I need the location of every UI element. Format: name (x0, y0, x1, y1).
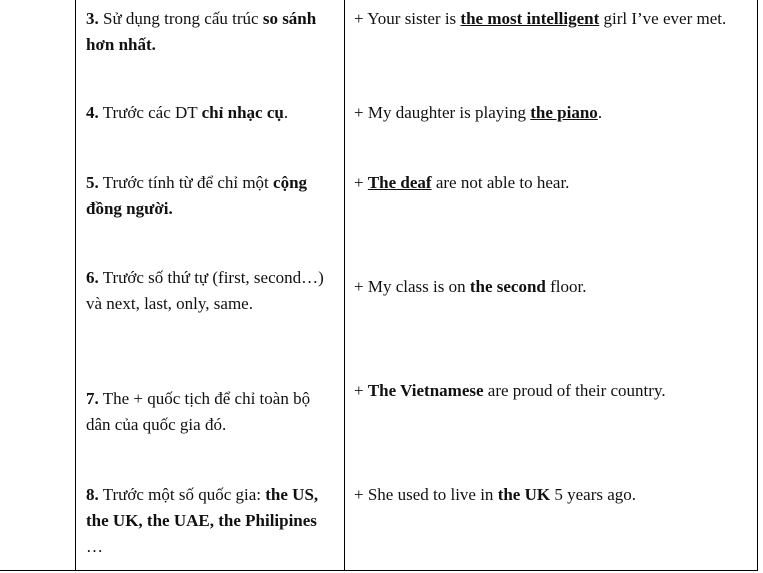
rule-text-run: so sánh hơn nhất. (86, 9, 317, 54)
rule-text-run: . (283, 103, 289, 122)
rule-text-run: Sử dụng trong cấu trúc (98, 9, 263, 28)
example-text-run: The deaf (367, 173, 432, 192)
example-text-run: are not able to hear. (431, 173, 570, 192)
example-cell (354, 378, 752, 404)
rule-text-run: 3. (86, 9, 99, 28)
rule-text-run: 4. (86, 103, 99, 122)
example-cell (354, 482, 752, 508)
example-text-run: + (354, 173, 368, 192)
rule-cell (86, 482, 326, 560)
rule-text-run: Trước một số quốc gia: (98, 485, 266, 504)
example-text-run: are proud of their country. (483, 381, 666, 400)
rule-text-run: 5. (86, 173, 99, 192)
rule-text-run: … (86, 537, 103, 556)
column-divider-middle (344, 0, 345, 571)
example-cell (354, 100, 752, 126)
column-divider-left (75, 0, 76, 571)
rule-cell (86, 100, 336, 126)
example-text-run: + My daughter is playing (354, 103, 531, 122)
rule-text-run: The + quốc tịch để chỉ toàn bộ dân của quốc gia đó. (86, 389, 311, 434)
example-cell (354, 274, 752, 300)
example-cell (354, 170, 752, 196)
rule-cell (86, 386, 326, 438)
rule-text-run: cộng đồng người. (86, 173, 308, 218)
rule-cell (86, 170, 318, 222)
row-bottom-border (0, 570, 758, 571)
rule-text-run: chỉ nhạc cụ (201, 103, 284, 122)
example-text-run: + Your sister is (354, 9, 461, 28)
example-text-run: floor. (545, 277, 587, 296)
column-divider-right (757, 0, 758, 571)
rule-cell (86, 6, 336, 58)
example-cell (354, 6, 752, 32)
example-text-run: + My class is on (354, 277, 470, 296)
example-text-run: . (597, 103, 603, 122)
rule-text-run: Trước các DT (98, 103, 202, 122)
example-text-run: The Vietnamese (367, 381, 484, 400)
rule-cell (86, 265, 326, 317)
rule-text-run: 6. (86, 268, 99, 287)
example-text-run: + (354, 381, 368, 400)
example-text-run: the piano (530, 103, 598, 122)
example-text-run: + She used to live in (354, 485, 498, 504)
rule-text-run: Trước tính từ để chỉ một (98, 173, 274, 192)
example-text-run: the most intelligent (460, 9, 600, 28)
rule-text-run: Trước số thứ tự (first, second…) và next, last, only, same. (86, 268, 324, 313)
example-text-run: 5 years ago. (550, 485, 637, 504)
example-text-run: girl I’ve ever met. (599, 9, 727, 28)
rule-text-run: 7. (86, 389, 99, 408)
example-text-run: the UK (497, 485, 551, 504)
rule-text-run: the US, the UK, the UAE, the Philipines (86, 485, 319, 530)
rule-text-run: 8. (86, 485, 99, 504)
example-text-run: the second (469, 277, 546, 296)
